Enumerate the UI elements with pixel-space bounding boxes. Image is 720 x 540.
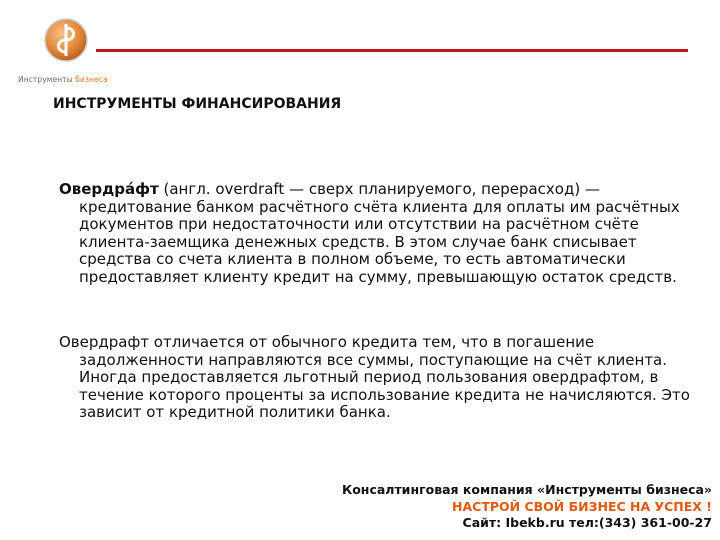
footer-company: Консалтинговая компания «Инструменты бизнеса» (342, 482, 712, 497)
footer-contacts: Сайт: Ibekb.ru тел:(343) 361-00-27 (462, 515, 712, 530)
company-logo (14, 18, 124, 84)
logo-text-main: Инструменты (18, 75, 76, 84)
definition-text: (англ. overdraft — сверх планируемого, перерасход) — кредитование банком расчётного счёта клиента для оплаты им расчётных документов при недостаточности или отсутствии на расчётном счёте клиента-заемщика денежных средств. В этом случае банк списывает средства со счета клиента в полном объеме, то есть автоматически предоставляет клиенту кредит на сумму, превышающую остаток средств. (79, 180, 680, 286)
definition-term: Овердра́фт (59, 180, 159, 198)
comparison-text: Овердрафт отличается от обычного кредита тем, что в погашение задолженности направляются все суммы, поступающие на счёт клиента. Иногда предоставляется льготный период пользования овердрафтом, в течение которого проценты за использование кредита не начисляются. Это зависит от кредитной политики банка. (59, 333, 690, 421)
logo-text-accent: бизнеса (75, 75, 108, 84)
logo-wordmark (18, 75, 108, 84)
logo-mark-icon (44, 18, 88, 62)
page-title: ИНСТРУМЕНТЫ ФИНАНСИРОВАНИЯ (53, 96, 342, 112)
header-rule (96, 49, 688, 52)
footer (342, 482, 712, 532)
comparison-paragraph (59, 334, 704, 422)
footer-slogan: НАСТРОЙ СВОЙ БИЗНЕС НА УСПЕХ ! (452, 498, 712, 514)
definition-paragraph (59, 181, 704, 286)
